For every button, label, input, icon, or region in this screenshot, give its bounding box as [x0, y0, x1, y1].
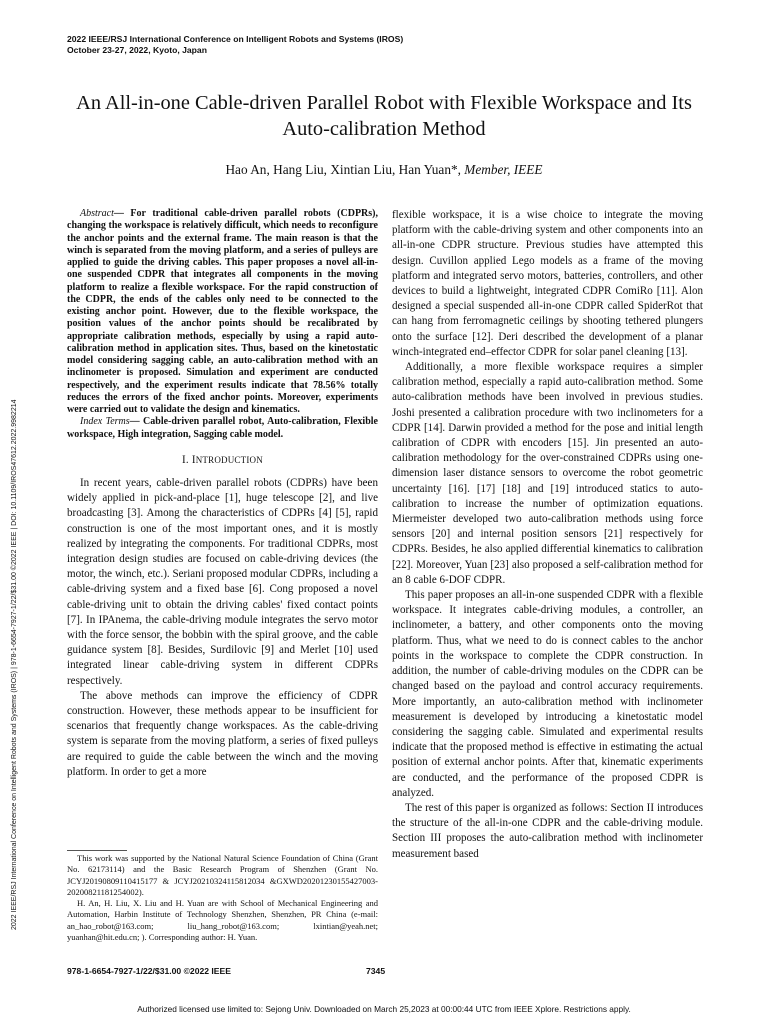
- paper-title: [50, 90, 718, 142]
- body-paragraph: Additionally, a more flexible workspace requires a simpler calibration method, especially a rapid auto-calibration method. Some auto-calibration methods have been involved in previous studies. Joshi presented a calibration procedure with two inclinometers for a CDPR [14]. Darwin provided a method for the pose and initial length calibration of CDPR with encoders [15]. Jin presented an auto-calibration methodology for the over-constrained CDPRs using one-dimension laser distance sensors to overcome the robot geometric uncertainty [16]. [17] [18] and [19] introduced statics to auto-calibration to increase the number of optimization equations. Miermeister developed two auto-calibration methods using force sensors [20] and internal position sensors [21] respectively for CDPRs. Besides, he also applied differential kinematics to calibration [22]. Moreover, Yuan [23] also proposed a self-calibration method for an 8 cable 6-DOF CDPR.: [392, 361, 703, 586]
- body-paragraph: The rest of this paper is organized as follows: Section II introduces the structure of the all-in-one CDPR and the cable-driving module. Section III proposes the auto-calibration method with inclinometer measurement based: [392, 801, 703, 860]
- affiliation-footnote: H. An, H. Liu, X. Liu and H. Yuan are with School of Mechanical Engineering and Automation, Harbin Institute of Technology Shenzhen, Shenzhen, PR China (e-mail: an_hao_robot@163.com; liu_hang_robot@163.com; lxintian@yeah.net; yuanhan@hit.edu.cn; ). Corresponding author: H. Yuan.: [67, 898, 378, 943]
- body-paragraph: In recent years, cable-driven parallel robots (CDPRs) have been widely applied in pick-and-place [1], huge telescope [2], and live broadcasting [3]. Among the characteristics of CDPRs [4] [5], rapid construction is one of the most important ones, and it is mostly realized by integrating the components. For traditional CDPRs, most integration design studies are focused on cable-driving devices (the motor, the winch, etc.). Seriani proposed modular CDPRs, including a cable-driving system and a fixed base [6]. Cong proposed a novel cable-driving unit to obtain the driving cables' fixed contact points [7]. In IPAnema, the cable-driving module integrates the servo motor with the force sensor, the bobbin with the spiral groove, and the cable guidance system [8]. Besides, Surdilovic [9] and Merlet [10] used integrated linear cable-driving system in different CDPRs respectively.: [67, 476, 378, 687]
- section-numeral: I. I: [182, 453, 196, 466]
- body-paragraph: The above methods can improve the efficiency of CDPR construction. However, these methods appear to be insufficient for scenarios that frequently change workspaces. As the cable-driving system is separate from the moving platform, a series of fixed pulleys are required to guide the cable between the winch and the moving platform. In order to get a more: [67, 689, 378, 778]
- body-paragraph: This paper proposes an all-in-one suspended CDPR with a flexible workspace. It integrates cable-driving modules, a controller, an inclinometer, a battery, and other components onto the moving platform. Thus, what we need to do is connect cables to the anchor points in the workspace to complete the CDPR construction. In addition, the number of cable-driving modules on the CDPR can be changed based on the payload and control accuracy requirements. More importantly, an auto-calibration method with inclinometer measurement is developed by introducing a kinetostatic model considering the sagging cable. Simulated and experimental results indicate that the proposed method is effective in estimating the actual position of external anchor points. After that, kinematic experiments are conducted, and the performance of the proposed CDPR is analyzed.: [392, 589, 703, 799]
- index-terms: [67, 416, 378, 441]
- section-title: NTRODUCTION: [195, 454, 263, 465]
- author-membership: Member, IEEE: [464, 162, 543, 177]
- author-list: [50, 161, 718, 179]
- title-line-2: Auto-calibration Method: [282, 118, 486, 140]
- index-terms-text: — Cable-driven parallel robot, Auto-calibration, Flexible workspace, High integration, Sagging cable model.: [67, 416, 378, 440]
- body-paragraph: flexible workspace, it is a wise choice to integrate the moving platform with the cable-driving system and other components into an all-in-one CDPR structure. Previous studies have attempted this design. Cuvillon applied Lego models as a frame of the moving platform and integrated servo motors, batteries, controllers, and other devices to build a lightweight, integrated CDPR ComiRo [11]. Alon designed a special suspended all-in-one CDPR called SpiderRot that can hang from ferromagnetic ceilings by shooting tethered plungers onto the surface [12]. Deri described the development of a planar winch-integrated end–effector CDPR for solar panel cleaning [13].: [392, 209, 703, 358]
- conference-name: 2022 IEEE/RSJ International Conference on Intelligent Robots and Systems (IROS): [67, 34, 404, 44]
- footnotes: [67, 853, 378, 943]
- license-notice: Authorized licensed use limited to: Sejong Univ. Downloaded on March 25,2023 at 00:00:44 UTC from IEEE Xplore. Restrictions apply.: [137, 1004, 631, 1014]
- title-line-1: An All-in-one Cable-driven Parallel Robot with Flexible Workspace and Its: [76, 92, 692, 114]
- right-column: [392, 208, 703, 862]
- footnote-rule: [67, 850, 127, 851]
- conference-header: [67, 34, 403, 56]
- left-column: [67, 208, 378, 780]
- author-names: Hao An, Hang Liu, Xintian Liu, Han Yuan*,: [225, 162, 465, 177]
- isbn-line: 978-1-6654-7927-1/22/$31.00 ©2022 IEEE: [67, 966, 232, 976]
- page-number: 7345: [366, 966, 386, 976]
- abstract-lead: Abstract: [80, 208, 114, 219]
- funding-footnote: This work was supported by the National Natural Science Foundation of China (Grant No. 62173114) and the Basic Research Program of Shenzhen (Grant No. JCYJ20190809110415177 & JCYJ20210324115812034 &GXWD20201230155427003-20200821181254002).: [67, 853, 378, 897]
- side-banner: 2022 IEEE/RSJ International Conference on Intelligent Robots and Systems (IROS) | 978-1-6654-7927-1/22/$31.00 ©2022 IEEE | DOI: 10.1109/IROS47612.2022.9982214: [11, 399, 18, 930]
- conference-dates: October 23-27, 2022, Kyoto, Japan: [67, 45, 207, 55]
- abstract-text: — For traditional cable-driven parallel robots (CDPRs), changing the workspace is relatively difficult, which needs to reconfigure the anchor points and the external frame. The main reason is that the winch is separated from the moving platform, and a series of pulleys are applied to guide the driving cables. This paper proposes a novel all-in-one suspended CDPR that integrates all components in the moving platform to realize a flexible workspace. For the rapid construction of the CDPR, the ends of the cables only need to be connected to the existing anchor point. However, due to the flexible workspace, the position values of the anchor points should be recalibrated by appropriate calibration methods, especially by using a rapid auto-calibration method in application sites. Thus, based on the kinetostatic model considering sagging cable, an auto-calibration method with an inclinometer is proposed. Simulation and experiment are conducted respectively, and the experiment results indicate that 78.56% totally reduces the errors of the fixed anchor points. Moreover, experiments were carried out to validate the design and kinematics.: [67, 208, 378, 415]
- index-terms-lead: Index Terms: [80, 416, 130, 428]
- section-heading-introduction: [67, 453, 378, 468]
- abstract: [67, 208, 378, 416]
